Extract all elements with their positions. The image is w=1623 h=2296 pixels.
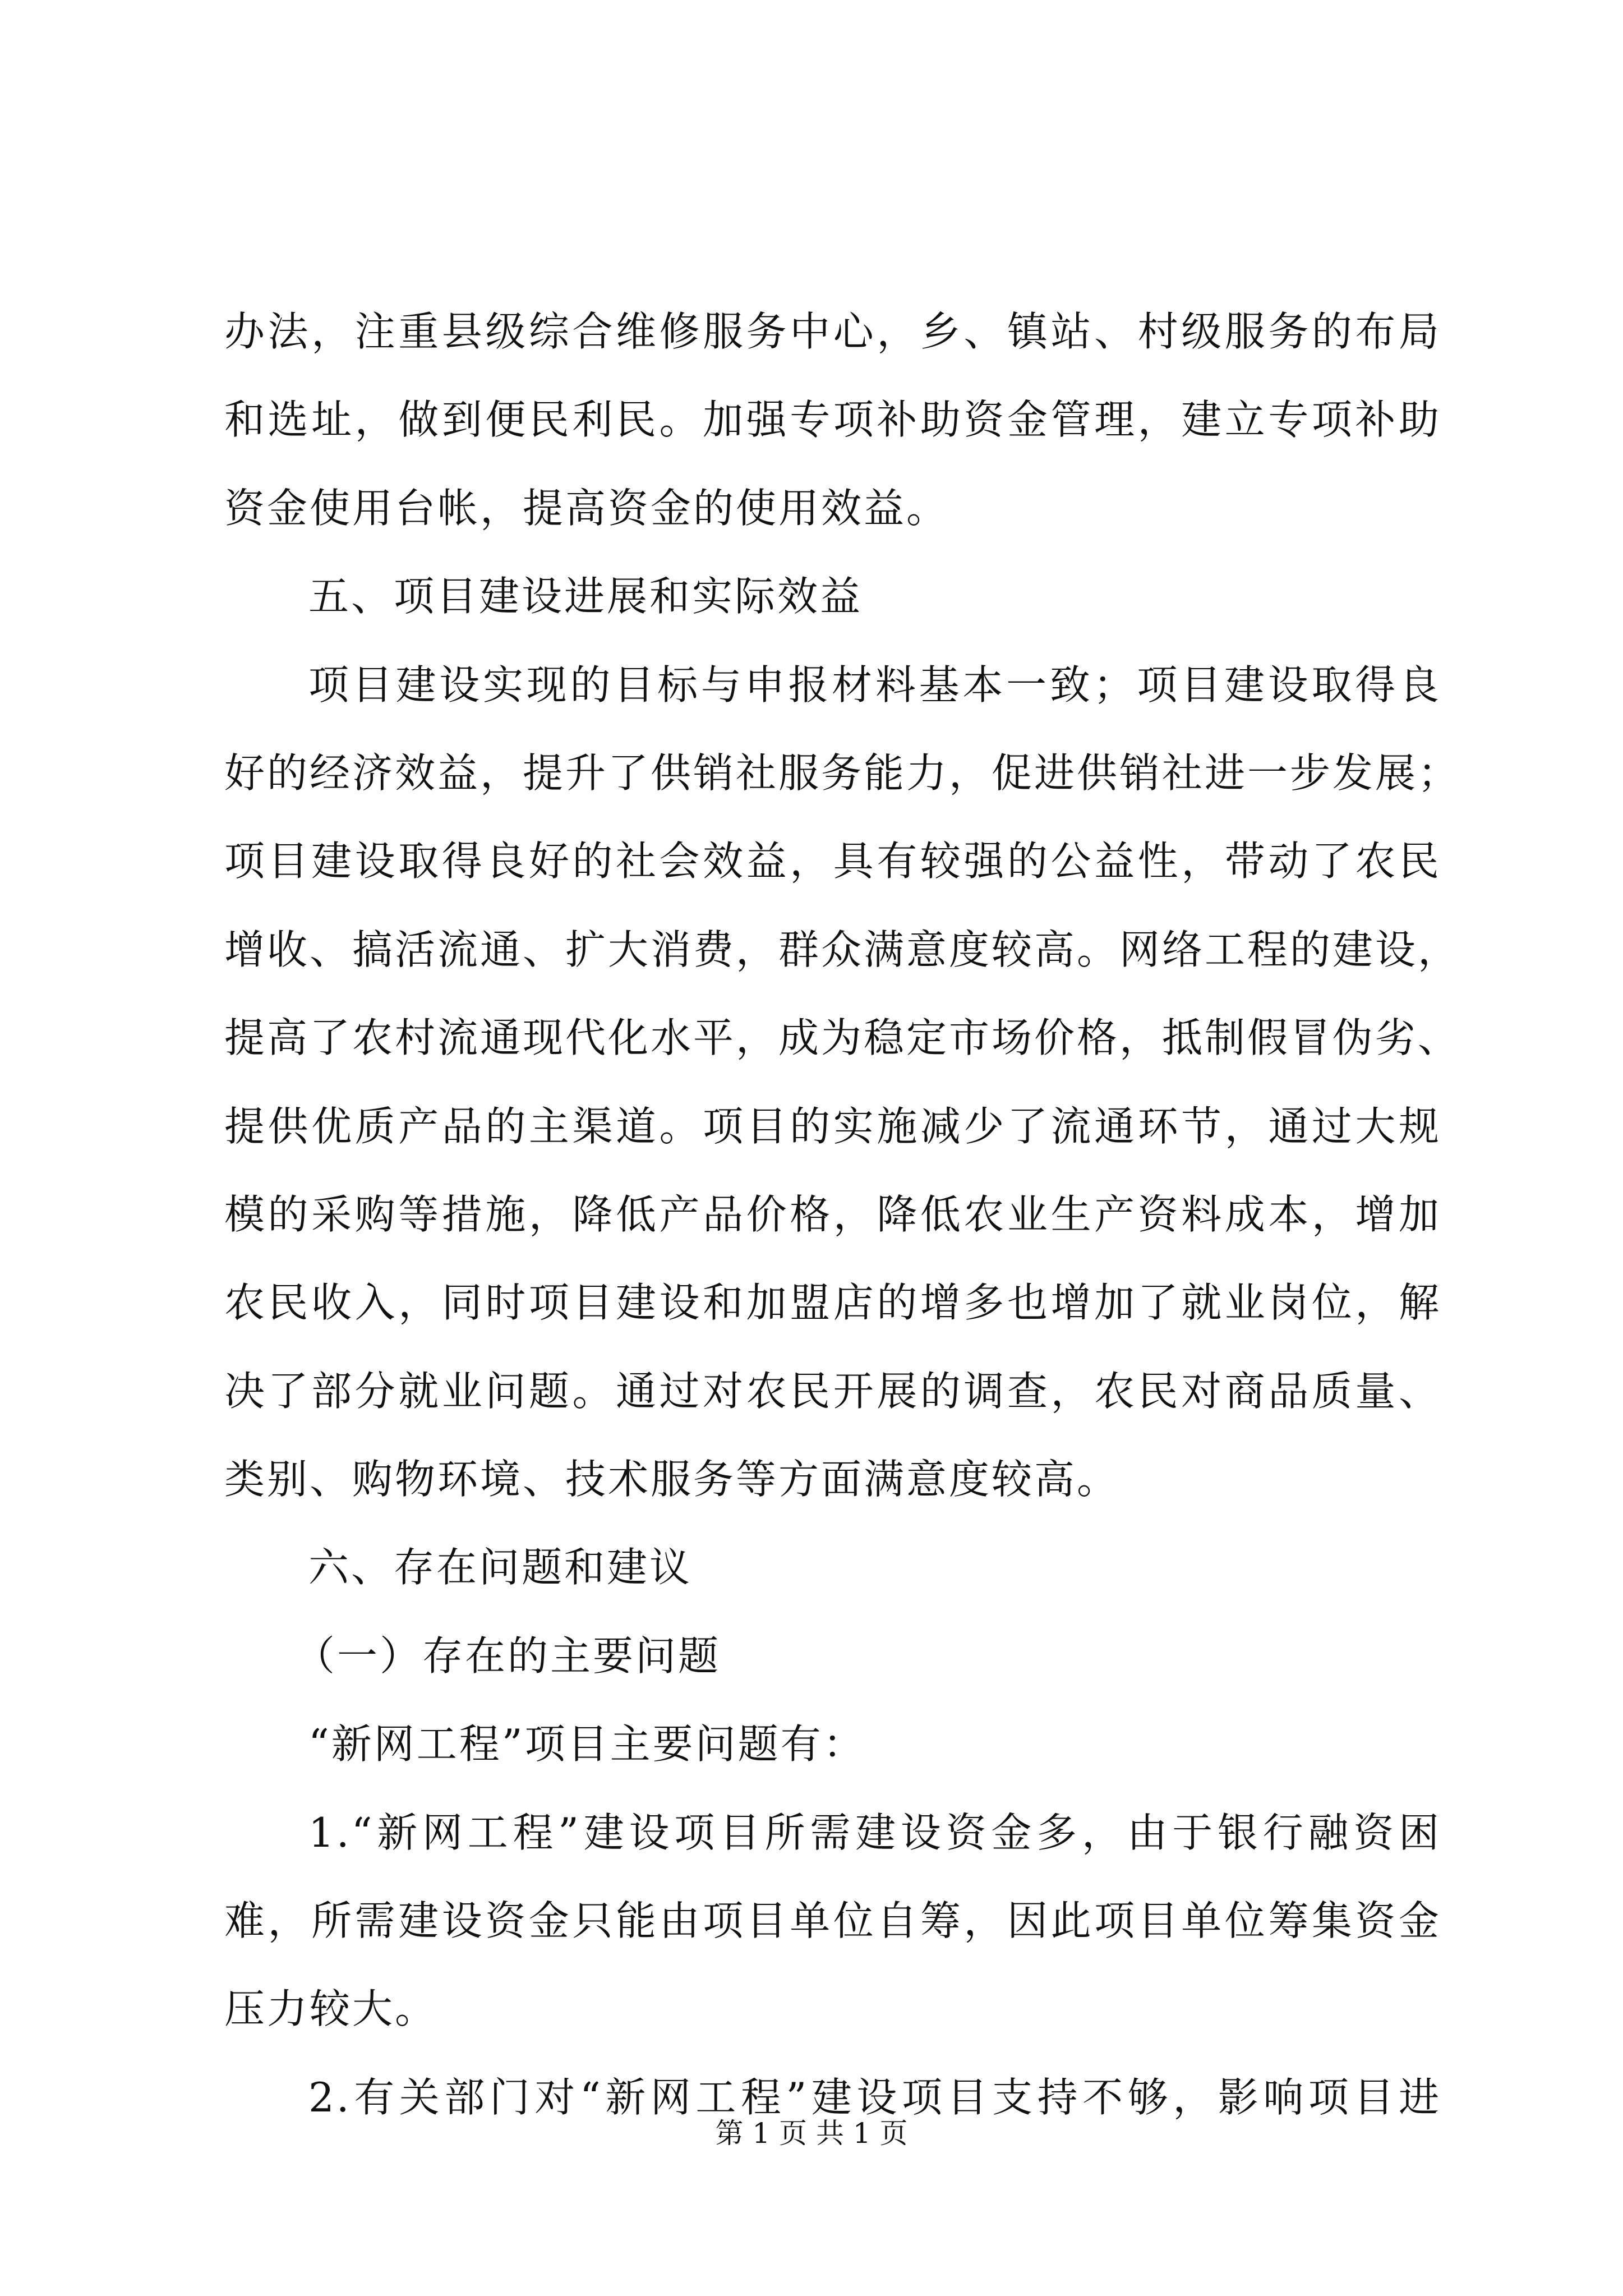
- section-heading: 六、存在问题和建议: [308, 1544, 693, 1591]
- text-line: 好的经济效益，提升了供销社服务能力，促进供销社进一步发展；: [224, 749, 1461, 797]
- list-item: 1.“新网工程”建设项目所需建设资金多，由于银行融资困: [308, 1809, 1441, 1856]
- subsection-heading: （一）存在的主要问题: [294, 1632, 721, 1680]
- text-line: 压力较大。: [224, 1985, 438, 2033]
- text-line: “新网工程”项目主要问题有：: [308, 1720, 866, 1768]
- text-line: 决了部分就业问题。通过对农民开展的调查，农民对商品质量、: [224, 1367, 1441, 1415]
- text-line: 模的采购等措施，降低产品价格，降低农业生产资料成本，增加: [224, 1190, 1441, 1238]
- section-heading: 五、项目建设进展和实际效益: [308, 573, 863, 620]
- text-line: 增收、搞活流通、扩大消费，群众满意度较高。网络工程的建设，: [224, 926, 1461, 973]
- list-item: 2.有关部门对“新网工程”建设项目支持不够，影响项目进: [308, 2073, 1441, 2121]
- text-line: 和选址，做到便民利民。加强专项补助资金管理，建立专项补助: [224, 396, 1441, 444]
- text-line: 项目建设取得良好的社会效益，具有较强的公益性，带动了农民: [224, 838, 1441, 885]
- text-line: 类别、购物环境、技术服务等方面满意度较高。: [224, 1456, 1120, 1503]
- text-line: 项目建设实现的目标与申报材料基本一致；项目建设取得良: [308, 661, 1441, 708]
- text-line: 资金使用台帐，提高资金的使用效益。: [224, 484, 949, 532]
- text-line: 农民收入，同时项目建设和加盟店的增多也增加了就业岗位，解: [224, 1279, 1441, 1327]
- text-line: 办法，注重县级综合维修服务中心，乡、镇站、村级服务的布局: [224, 308, 1441, 355]
- text-line: 提供优质产品的主渠道。项目的实施减少了流通环节，通过大规: [224, 1102, 1441, 1150]
- text-line: 难，所需建设资金只能由项目单位自筹，因此项目单位筹集资金: [224, 1897, 1441, 1945]
- text-line: 提高了农村流通现代化水平，成为稳定市场价格，抵制假冒伪劣、: [224, 1014, 1461, 1062]
- page-footer: 第 1 页 共 1 页: [715, 2117, 908, 2150]
- body-text: [224, 288, 1461, 2142]
